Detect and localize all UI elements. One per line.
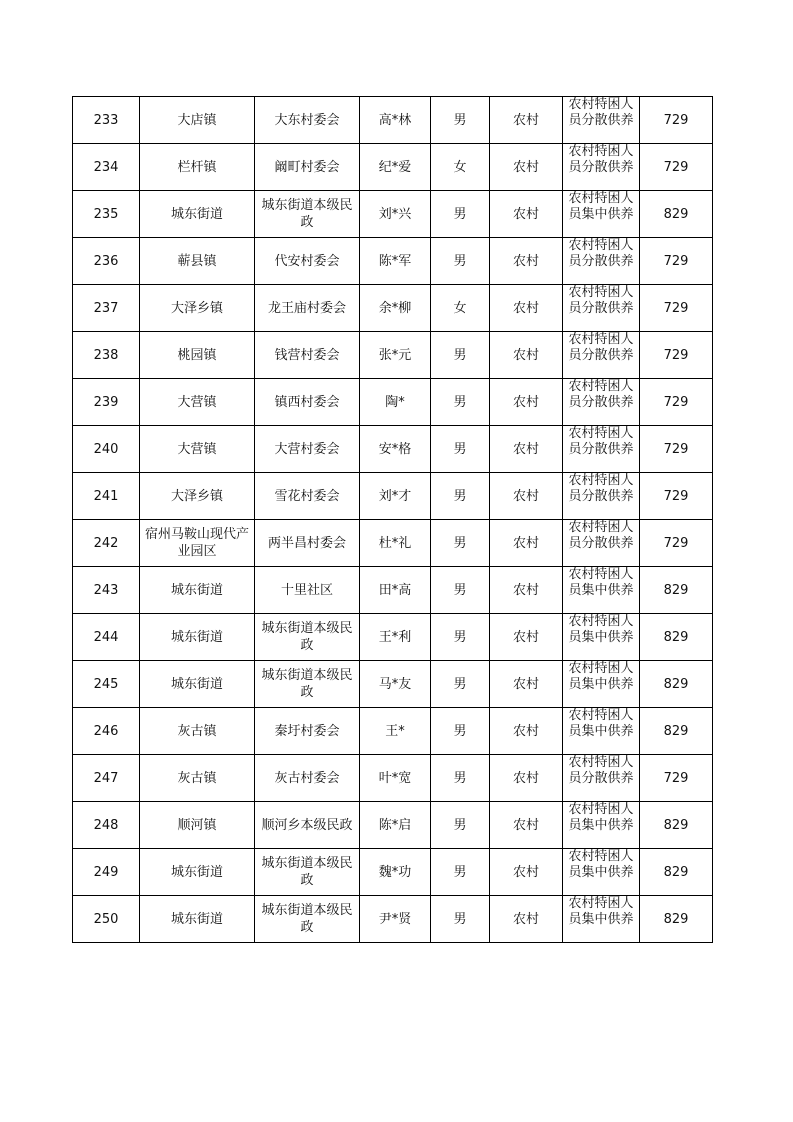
table-row bbox=[73, 802, 713, 849]
serial-number-cell: 243 bbox=[73, 567, 140, 614]
serial-number-cell: 245 bbox=[73, 661, 140, 708]
serial-number-cell: 246 bbox=[73, 708, 140, 755]
support-category-cell bbox=[563, 802, 640, 849]
table-row bbox=[73, 379, 713, 426]
village-unit-cell: 顺河乡本级民政 bbox=[255, 802, 360, 849]
village-unit-cell: 城东街道本级民政 bbox=[255, 849, 360, 896]
table-row bbox=[73, 97, 713, 144]
name-cell: 魏*功 bbox=[360, 849, 431, 896]
serial-number-cell: 242 bbox=[73, 520, 140, 567]
village-unit-cell: 阚町村委会 bbox=[255, 144, 360, 191]
village-unit-cell: 镇西村委会 bbox=[255, 379, 360, 426]
name-cell: 陈*军 bbox=[360, 238, 431, 285]
table-row bbox=[73, 708, 713, 755]
support-category-text: 农村特困人员集中供养 bbox=[568, 896, 634, 927]
gender-cell: 男 bbox=[431, 238, 490, 285]
area-type-cell: 农村 bbox=[490, 426, 563, 473]
town-cell: 桃园镇 bbox=[140, 332, 255, 379]
support-category-cell bbox=[563, 896, 640, 943]
amount-cell: 829 bbox=[640, 802, 713, 849]
area-type-cell: 农村 bbox=[490, 567, 563, 614]
area-type-cell: 农村 bbox=[490, 191, 563, 238]
amount-cell: 829 bbox=[640, 896, 713, 943]
support-category-cell bbox=[563, 426, 640, 473]
name-cell: 纪*爱 bbox=[360, 144, 431, 191]
name-cell: 安*格 bbox=[360, 426, 431, 473]
amount-cell: 829 bbox=[640, 708, 713, 755]
town-cell: 城东街道 bbox=[140, 849, 255, 896]
name-cell: 陶* bbox=[360, 379, 431, 426]
amount-cell: 729 bbox=[640, 379, 713, 426]
village-unit-cell: 城东街道本级民政 bbox=[255, 896, 360, 943]
name-cell: 王*利 bbox=[360, 614, 431, 661]
table-row bbox=[73, 755, 713, 802]
town-cell: 大泽乡镇 bbox=[140, 473, 255, 520]
support-category-text: 农村特困人员分散供养 bbox=[568, 755, 634, 786]
serial-number-cell: 250 bbox=[73, 896, 140, 943]
support-category-cell bbox=[563, 520, 640, 567]
support-category-cell bbox=[563, 97, 640, 144]
town-cell: 大营镇 bbox=[140, 426, 255, 473]
support-category-cell bbox=[563, 191, 640, 238]
village-unit-cell: 雪花村委会 bbox=[255, 473, 360, 520]
table-row bbox=[73, 285, 713, 332]
amount-cell: 729 bbox=[640, 285, 713, 332]
table-row bbox=[73, 144, 713, 191]
support-category-cell bbox=[563, 708, 640, 755]
support-category-text: 农村特困人员分散供养 bbox=[568, 285, 634, 316]
town-cell: 大泽乡镇 bbox=[140, 285, 255, 332]
name-cell: 张*元 bbox=[360, 332, 431, 379]
gender-cell: 男 bbox=[431, 896, 490, 943]
gender-cell: 男 bbox=[431, 520, 490, 567]
amount-cell: 829 bbox=[640, 614, 713, 661]
support-category-text: 农村特困人员集中供养 bbox=[568, 802, 634, 833]
gender-cell: 男 bbox=[431, 567, 490, 614]
area-type-cell: 农村 bbox=[490, 661, 563, 708]
amount-cell: 729 bbox=[640, 426, 713, 473]
serial-number-cell: 238 bbox=[73, 332, 140, 379]
gender-cell: 男 bbox=[431, 97, 490, 144]
support-category-text: 农村特困人员分散供养 bbox=[568, 332, 634, 363]
table-row bbox=[73, 614, 713, 661]
support-category-text: 农村特困人员分散供养 bbox=[568, 97, 634, 128]
serial-number-cell: 240 bbox=[73, 426, 140, 473]
gender-cell: 男 bbox=[431, 849, 490, 896]
support-category-cell bbox=[563, 614, 640, 661]
support-category-cell bbox=[563, 755, 640, 802]
table-body bbox=[73, 97, 713, 943]
village-unit-cell: 大东村委会 bbox=[255, 97, 360, 144]
name-cell: 尹*贤 bbox=[360, 896, 431, 943]
amount-cell: 729 bbox=[640, 332, 713, 379]
area-type-cell: 农村 bbox=[490, 708, 563, 755]
amount-cell: 729 bbox=[640, 97, 713, 144]
area-type-cell: 农村 bbox=[490, 802, 563, 849]
amount-cell: 729 bbox=[640, 473, 713, 520]
amount-cell: 729 bbox=[640, 238, 713, 285]
area-type-cell: 农村 bbox=[490, 755, 563, 802]
serial-number-cell: 236 bbox=[73, 238, 140, 285]
support-category-cell bbox=[563, 332, 640, 379]
support-category-text: 农村特困人员集中供养 bbox=[568, 614, 634, 645]
gender-cell: 男 bbox=[431, 426, 490, 473]
support-category-text: 农村特困人员集中供养 bbox=[568, 708, 634, 739]
gender-cell: 男 bbox=[431, 332, 490, 379]
town-cell: 灰古镇 bbox=[140, 708, 255, 755]
village-unit-cell: 十里社区 bbox=[255, 567, 360, 614]
table-row bbox=[73, 332, 713, 379]
gender-cell: 男 bbox=[431, 708, 490, 755]
support-category-cell bbox=[563, 238, 640, 285]
support-category-text: 农村特困人员分散供养 bbox=[568, 473, 634, 504]
town-cell: 蕲县镇 bbox=[140, 238, 255, 285]
name-cell: 马*友 bbox=[360, 661, 431, 708]
town-cell: 城东街道 bbox=[140, 661, 255, 708]
support-category-text: 农村特困人员集中供养 bbox=[568, 849, 634, 880]
village-unit-cell: 龙王庙村委会 bbox=[255, 285, 360, 332]
table-row bbox=[73, 520, 713, 567]
town-cell: 城东街道 bbox=[140, 567, 255, 614]
town-cell: 顺河镇 bbox=[140, 802, 255, 849]
village-unit-cell: 灰古村委会 bbox=[255, 755, 360, 802]
area-type-cell: 农村 bbox=[490, 520, 563, 567]
village-unit-cell: 城东街道本级民政 bbox=[255, 661, 360, 708]
table-row bbox=[73, 661, 713, 708]
table-row bbox=[73, 473, 713, 520]
area-type-cell: 农村 bbox=[490, 238, 563, 285]
serial-number-cell: 234 bbox=[73, 144, 140, 191]
town-cell: 宿州马鞍山现代产业园区 bbox=[140, 520, 255, 567]
name-cell: 刘*才 bbox=[360, 473, 431, 520]
name-cell: 田*高 bbox=[360, 567, 431, 614]
support-category-text: 农村特困人员分散供养 bbox=[568, 426, 634, 457]
gender-cell: 女 bbox=[431, 285, 490, 332]
area-type-cell: 农村 bbox=[490, 379, 563, 426]
support-category-cell bbox=[563, 379, 640, 426]
amount-cell: 829 bbox=[640, 191, 713, 238]
gender-cell: 女 bbox=[431, 144, 490, 191]
area-type-cell: 农村 bbox=[490, 473, 563, 520]
area-type-cell: 农村 bbox=[490, 144, 563, 191]
support-category-cell bbox=[563, 661, 640, 708]
table-row bbox=[73, 849, 713, 896]
name-cell: 王* bbox=[360, 708, 431, 755]
name-cell: 陈*启 bbox=[360, 802, 431, 849]
serial-number-cell: 247 bbox=[73, 755, 140, 802]
support-category-text: 农村特困人员集中供养 bbox=[568, 567, 634, 598]
gender-cell: 男 bbox=[431, 661, 490, 708]
support-category-cell bbox=[563, 567, 640, 614]
town-cell: 城东街道 bbox=[140, 614, 255, 661]
area-type-cell: 农村 bbox=[490, 332, 563, 379]
name-cell: 余*柳 bbox=[360, 285, 431, 332]
name-cell: 刘*兴 bbox=[360, 191, 431, 238]
area-type-cell: 农村 bbox=[490, 97, 563, 144]
serial-number-cell: 239 bbox=[73, 379, 140, 426]
amount-cell: 829 bbox=[640, 849, 713, 896]
village-unit-cell: 代安村委会 bbox=[255, 238, 360, 285]
support-category-text: 农村特困人员分散供养 bbox=[568, 144, 634, 175]
support-category-text: 农村特困人员集中供养 bbox=[568, 191, 634, 222]
serial-number-cell: 235 bbox=[73, 191, 140, 238]
support-category-cell bbox=[563, 849, 640, 896]
support-category-cell bbox=[563, 144, 640, 191]
support-category-cell bbox=[563, 473, 640, 520]
serial-number-cell: 244 bbox=[73, 614, 140, 661]
serial-number-cell: 233 bbox=[73, 97, 140, 144]
area-type-cell: 农村 bbox=[490, 896, 563, 943]
village-unit-cell: 城东街道本级民政 bbox=[255, 614, 360, 661]
gender-cell: 男 bbox=[431, 473, 490, 520]
town-cell: 城东街道 bbox=[140, 896, 255, 943]
beneficiary-table bbox=[72, 96, 713, 943]
serial-number-cell: 237 bbox=[73, 285, 140, 332]
amount-cell: 729 bbox=[640, 755, 713, 802]
town-cell: 大店镇 bbox=[140, 97, 255, 144]
area-type-cell: 农村 bbox=[490, 285, 563, 332]
amount-cell: 829 bbox=[640, 567, 713, 614]
amount-cell: 829 bbox=[640, 661, 713, 708]
gender-cell: 男 bbox=[431, 191, 490, 238]
name-cell: 高*林 bbox=[360, 97, 431, 144]
table-row bbox=[73, 238, 713, 285]
gender-cell: 男 bbox=[431, 379, 490, 426]
table-row bbox=[73, 896, 713, 943]
support-category-text: 农村特困人员分散供养 bbox=[568, 238, 634, 269]
village-unit-cell: 两半昌村委会 bbox=[255, 520, 360, 567]
village-unit-cell: 秦圩村委会 bbox=[255, 708, 360, 755]
table-row bbox=[73, 567, 713, 614]
village-unit-cell: 大营村委会 bbox=[255, 426, 360, 473]
support-category-text: 农村特困人员分散供养 bbox=[568, 520, 634, 551]
area-type-cell: 农村 bbox=[490, 614, 563, 661]
town-cell: 栏杆镇 bbox=[140, 144, 255, 191]
support-category-text: 农村特困人员集中供养 bbox=[568, 661, 634, 692]
serial-number-cell: 249 bbox=[73, 849, 140, 896]
gender-cell: 男 bbox=[431, 614, 490, 661]
serial-number-cell: 241 bbox=[73, 473, 140, 520]
gender-cell: 男 bbox=[431, 802, 490, 849]
town-cell: 大营镇 bbox=[140, 379, 255, 426]
serial-number-cell: 248 bbox=[73, 802, 140, 849]
amount-cell: 729 bbox=[640, 520, 713, 567]
amount-cell: 729 bbox=[640, 144, 713, 191]
village-unit-cell: 钱营村委会 bbox=[255, 332, 360, 379]
name-cell: 杜*礼 bbox=[360, 520, 431, 567]
table-row bbox=[73, 191, 713, 238]
support-category-text: 农村特困人员分散供养 bbox=[568, 379, 634, 410]
support-category-cell bbox=[563, 285, 640, 332]
gender-cell: 男 bbox=[431, 755, 490, 802]
name-cell: 叶*宽 bbox=[360, 755, 431, 802]
table-row bbox=[73, 426, 713, 473]
area-type-cell: 农村 bbox=[490, 849, 563, 896]
town-cell: 城东街道 bbox=[140, 191, 255, 238]
town-cell: 灰古镇 bbox=[140, 755, 255, 802]
village-unit-cell: 城东街道本级民政 bbox=[255, 191, 360, 238]
